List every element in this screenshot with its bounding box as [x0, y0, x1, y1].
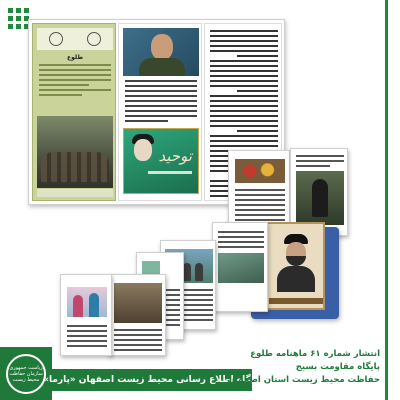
- logo-text-3: محیط زیست: [12, 376, 40, 383]
- logo-text-1: ریاست جمهوری: [9, 364, 43, 371]
- doe-logo: [0, 347, 52, 400]
- caption-line-1: انتشار شماره ۶۱ ماهنامه طلوع: [250, 349, 380, 359]
- site-name: پایگاه اطلاع رسانی محیط زیست اصفهان «پارما»: [43, 375, 261, 385]
- cover-logos: [37, 28, 113, 50]
- food-photo: [235, 159, 285, 183]
- news-caption: [228, 348, 380, 387]
- magazine-inner-page: [118, 23, 202, 201]
- doctors-illustration: [67, 287, 107, 317]
- magazine-cover-page: [32, 23, 116, 201]
- page-nature-article: [212, 222, 268, 312]
- tawhid-poster: [123, 128, 199, 194]
- page-doctors-article: [60, 274, 112, 356]
- cover-text-block: [39, 64, 111, 99]
- portrait-caption-bar: [269, 298, 323, 304]
- cleric-portrait-card: [263, 222, 325, 310]
- cover-title: طلوع: [67, 54, 83, 61]
- crowd-photo: [37, 116, 113, 188]
- emblem-icon: [6, 354, 46, 394]
- collage-photo: [114, 283, 162, 323]
- article-text: [125, 80, 197, 125]
- caption-line-2: پایگاه مقاومت بسیج: [295, 362, 380, 372]
- cover-footer: [37, 189, 113, 197]
- corner-dots-decoration: [8, 8, 29, 29]
- tawhid-word: توحید: [158, 147, 192, 165]
- martyr-photo: [296, 171, 344, 225]
- footer: [0, 347, 400, 400]
- site-name-banner: [43, 369, 261, 391]
- commander-portrait: [123, 28, 199, 76]
- page-collage-article: [108, 274, 166, 356]
- logo-text-2: سازمان حفاظت: [9, 370, 43, 377]
- caption-line-3: حفاظت محیط زیست استان اصفهان: [227, 375, 380, 385]
- nature-photo: [218, 253, 264, 283]
- right-border-line: [385, 0, 388, 400]
